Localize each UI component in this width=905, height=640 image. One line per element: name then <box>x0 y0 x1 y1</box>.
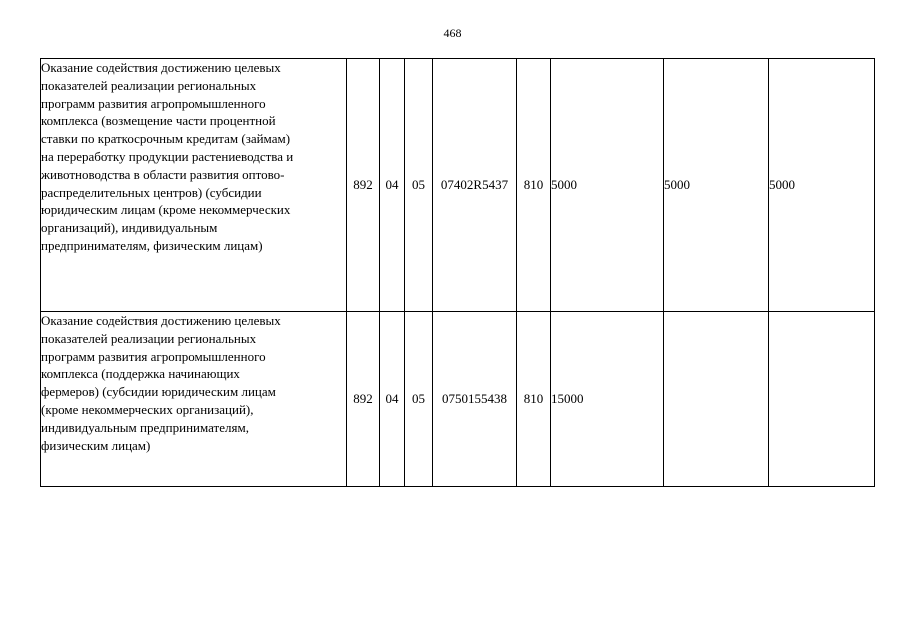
section-code: 04 <box>380 312 405 487</box>
table-row <box>41 59 875 312</box>
page-number: 468 <box>443 26 462 40</box>
amount-year-1: 5000 <box>551 59 664 312</box>
subsection-code: 05 <box>405 312 433 487</box>
amount-year-2: 5000 <box>664 59 769 312</box>
row-description: Оказание содействия достижению целевых показателей реализации региональных программ развития агропромышленного комплекса (поддержка начинающих фермеров) (субсидии юридическим лицам (кроме некоммерческих организаций), индивидуальным предпринимателям, физическим лицам) <box>41 312 347 487</box>
amount-year-3 <box>769 312 875 487</box>
ministry-code: 892 <box>347 312 380 487</box>
subsection-code: 05 <box>405 59 433 312</box>
amount-year-2 <box>664 312 769 487</box>
expense-type-code: 810 <box>517 312 551 487</box>
table-row <box>41 312 875 487</box>
budget-table <box>40 58 875 487</box>
row-description: Оказание содействия достижению целевых показателей реализации региональных программ развития агропромышленного комплекса (возмещение части процентной ставки по краткосрочным кредитам (займам) на переработку продукции растениеводства и животноводства в области развития оптово- распределительных центров) (субсидии юридическим лицам (кроме некоммерческих организаций), индивидуальным предпринимателям, физическим лицам) <box>41 59 347 312</box>
section-code: 04 <box>380 59 405 312</box>
target-item-code: 0750155438 <box>433 312 517 487</box>
expense-type-code: 810 <box>517 59 551 312</box>
amount-year-3: 5000 <box>769 59 875 312</box>
amount-year-1: 15000 <box>551 312 664 487</box>
target-item-code: 07402R5437 <box>433 59 517 312</box>
ministry-code: 892 <box>347 59 380 312</box>
